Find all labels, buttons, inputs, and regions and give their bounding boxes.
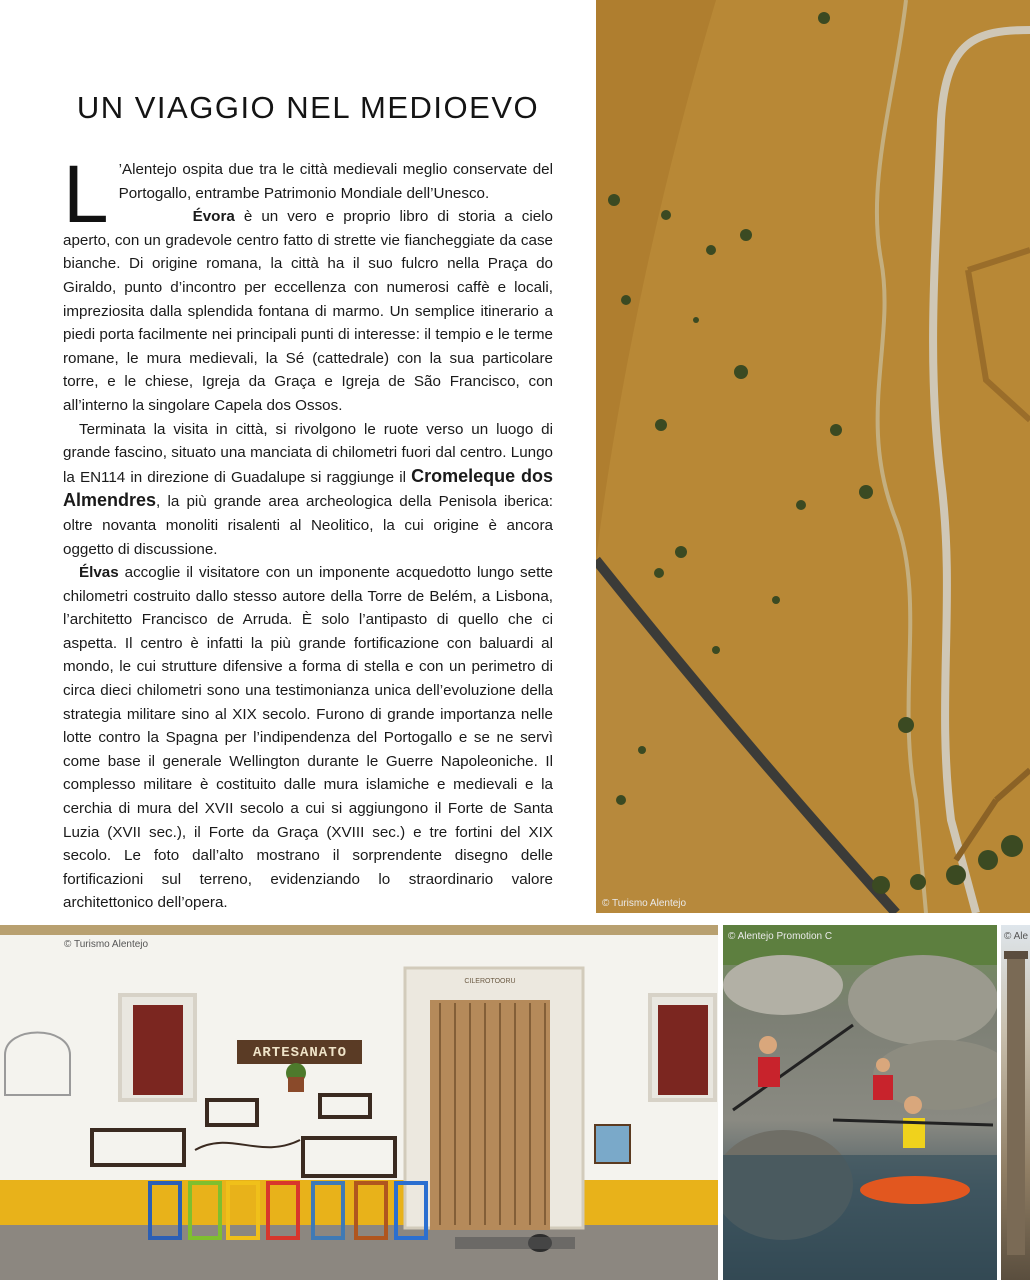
column-photo <box>1001 925 1030 1280</box>
paragraph-evora: Évora è un vero e proprio libro di storia a cielo aperto, con un gradevole centro fatto di strette vie fiancheggiate da case bianche. Di origine romana, la città ha il suo fulcro nella Praça do Giraldo, punto d’incontro per eccellenza con numerosi caffè e locali, impreziosita dalla splendida fontana di marmo. Un semplice itinerario a piedi porta facilmente nei principali punti di interesse: il tempio e le terme romane, le mura medievali, la Sé (cattedrale) con la sua particolare torre, e le chiese, Igreja da Graça e Igreja de São Francisco, con all’interno la singolare Capela dos Ossos. <box>63 208 553 414</box>
street-illustration <box>0 925 718 1280</box>
highlight-elvas: Élvas <box>79 564 119 582</box>
street-photo-credit: © Turismo Alentejo <box>64 939 149 950</box>
door-sign: CILEROTOORU <box>464 978 516 985</box>
paragraph-cromeleque: Terminata la visita in città, si rivolgono le ruote verso un luogo di grande fascino, situato una manciata di chilometri fuori dal centro. Lungo la EN114 in direzione di Guadalupe si raggiunge il Cromeleque dos Almendres, la più grande area archeologica della Penisola iberica: oltre novanta monoliti risalenti al Neolitico, la cui origine è ancora oggetto di discussione. <box>63 420 554 558</box>
highlight-evora: Évora <box>192 208 235 226</box>
column-photo-credit: © Ale <box>1004 931 1029 942</box>
drop-cap: L <box>63 149 109 240</box>
paragraph-elvas: Élvas accoglie il visitatore con un imponente acquedotto lungo sette chilometri costruito dallo stesso autore della Torre de Belém, a Lisbona, l’architetto Francisco de Arruda. È solo l’antipasto di quello che ci aspetta. Il centro è infatti la più grande fortificazione con baluardi al mondo, le cui strutture difensive a forma di stella e con un perimetro di circa dieci chilometri sono una testimonianza unica dell’evoluzione della strategia militare sino al XIX secolo. Furono di grande importanza nelle lotte contro la Spagna per l’indipendenza del Portogallo e se ne servì come base il generale Wellington durante le Guerre Napoleoniche. Il complesso militare è costituito dalle mura islamiche e medievali e la cerchia di mura del XVII secolo a cui si aggiungono il Forte de Santa Luzia (XVII sec.), il Forte da Graça (XVIII sec.) e tre fortini del XIX secolo. Le foto dall’alto mostrano il sorprendente disegno delle fortificazioni sul terreno, evidenziando lo straordinario valore architettonico dell’opera. <box>63 564 553 912</box>
kayak-illustration <box>723 925 997 1280</box>
column-illustration <box>1001 925 1030 1280</box>
paragraph-1: L ’Alentejo ospita due tra le città medievali meglio conservate del Portogallo, entrambe Patrimonio Mondiale dell’Unesco. <box>63 149 553 240</box>
aerial-fortification-photo <box>596 0 1030 913</box>
artesanato-sign: ARTESANATO <box>252 1045 347 1061</box>
kayak-river-photo <box>723 925 997 1280</box>
article-body <box>63 149 554 915</box>
article-title: UN VIAGGIO NEL MEDIOEVO <box>76 90 540 125</box>
kayak-photo-credit: © Alentejo Promotion C <box>728 931 833 942</box>
artesanato-street-photo <box>0 925 718 1280</box>
highlight-cromeleque: Cromeleque dos Almendres <box>63 465 554 511</box>
aerial-illustration <box>596 0 1030 913</box>
aerial-photo-credit: © Turismo Alentejo <box>602 898 687 909</box>
